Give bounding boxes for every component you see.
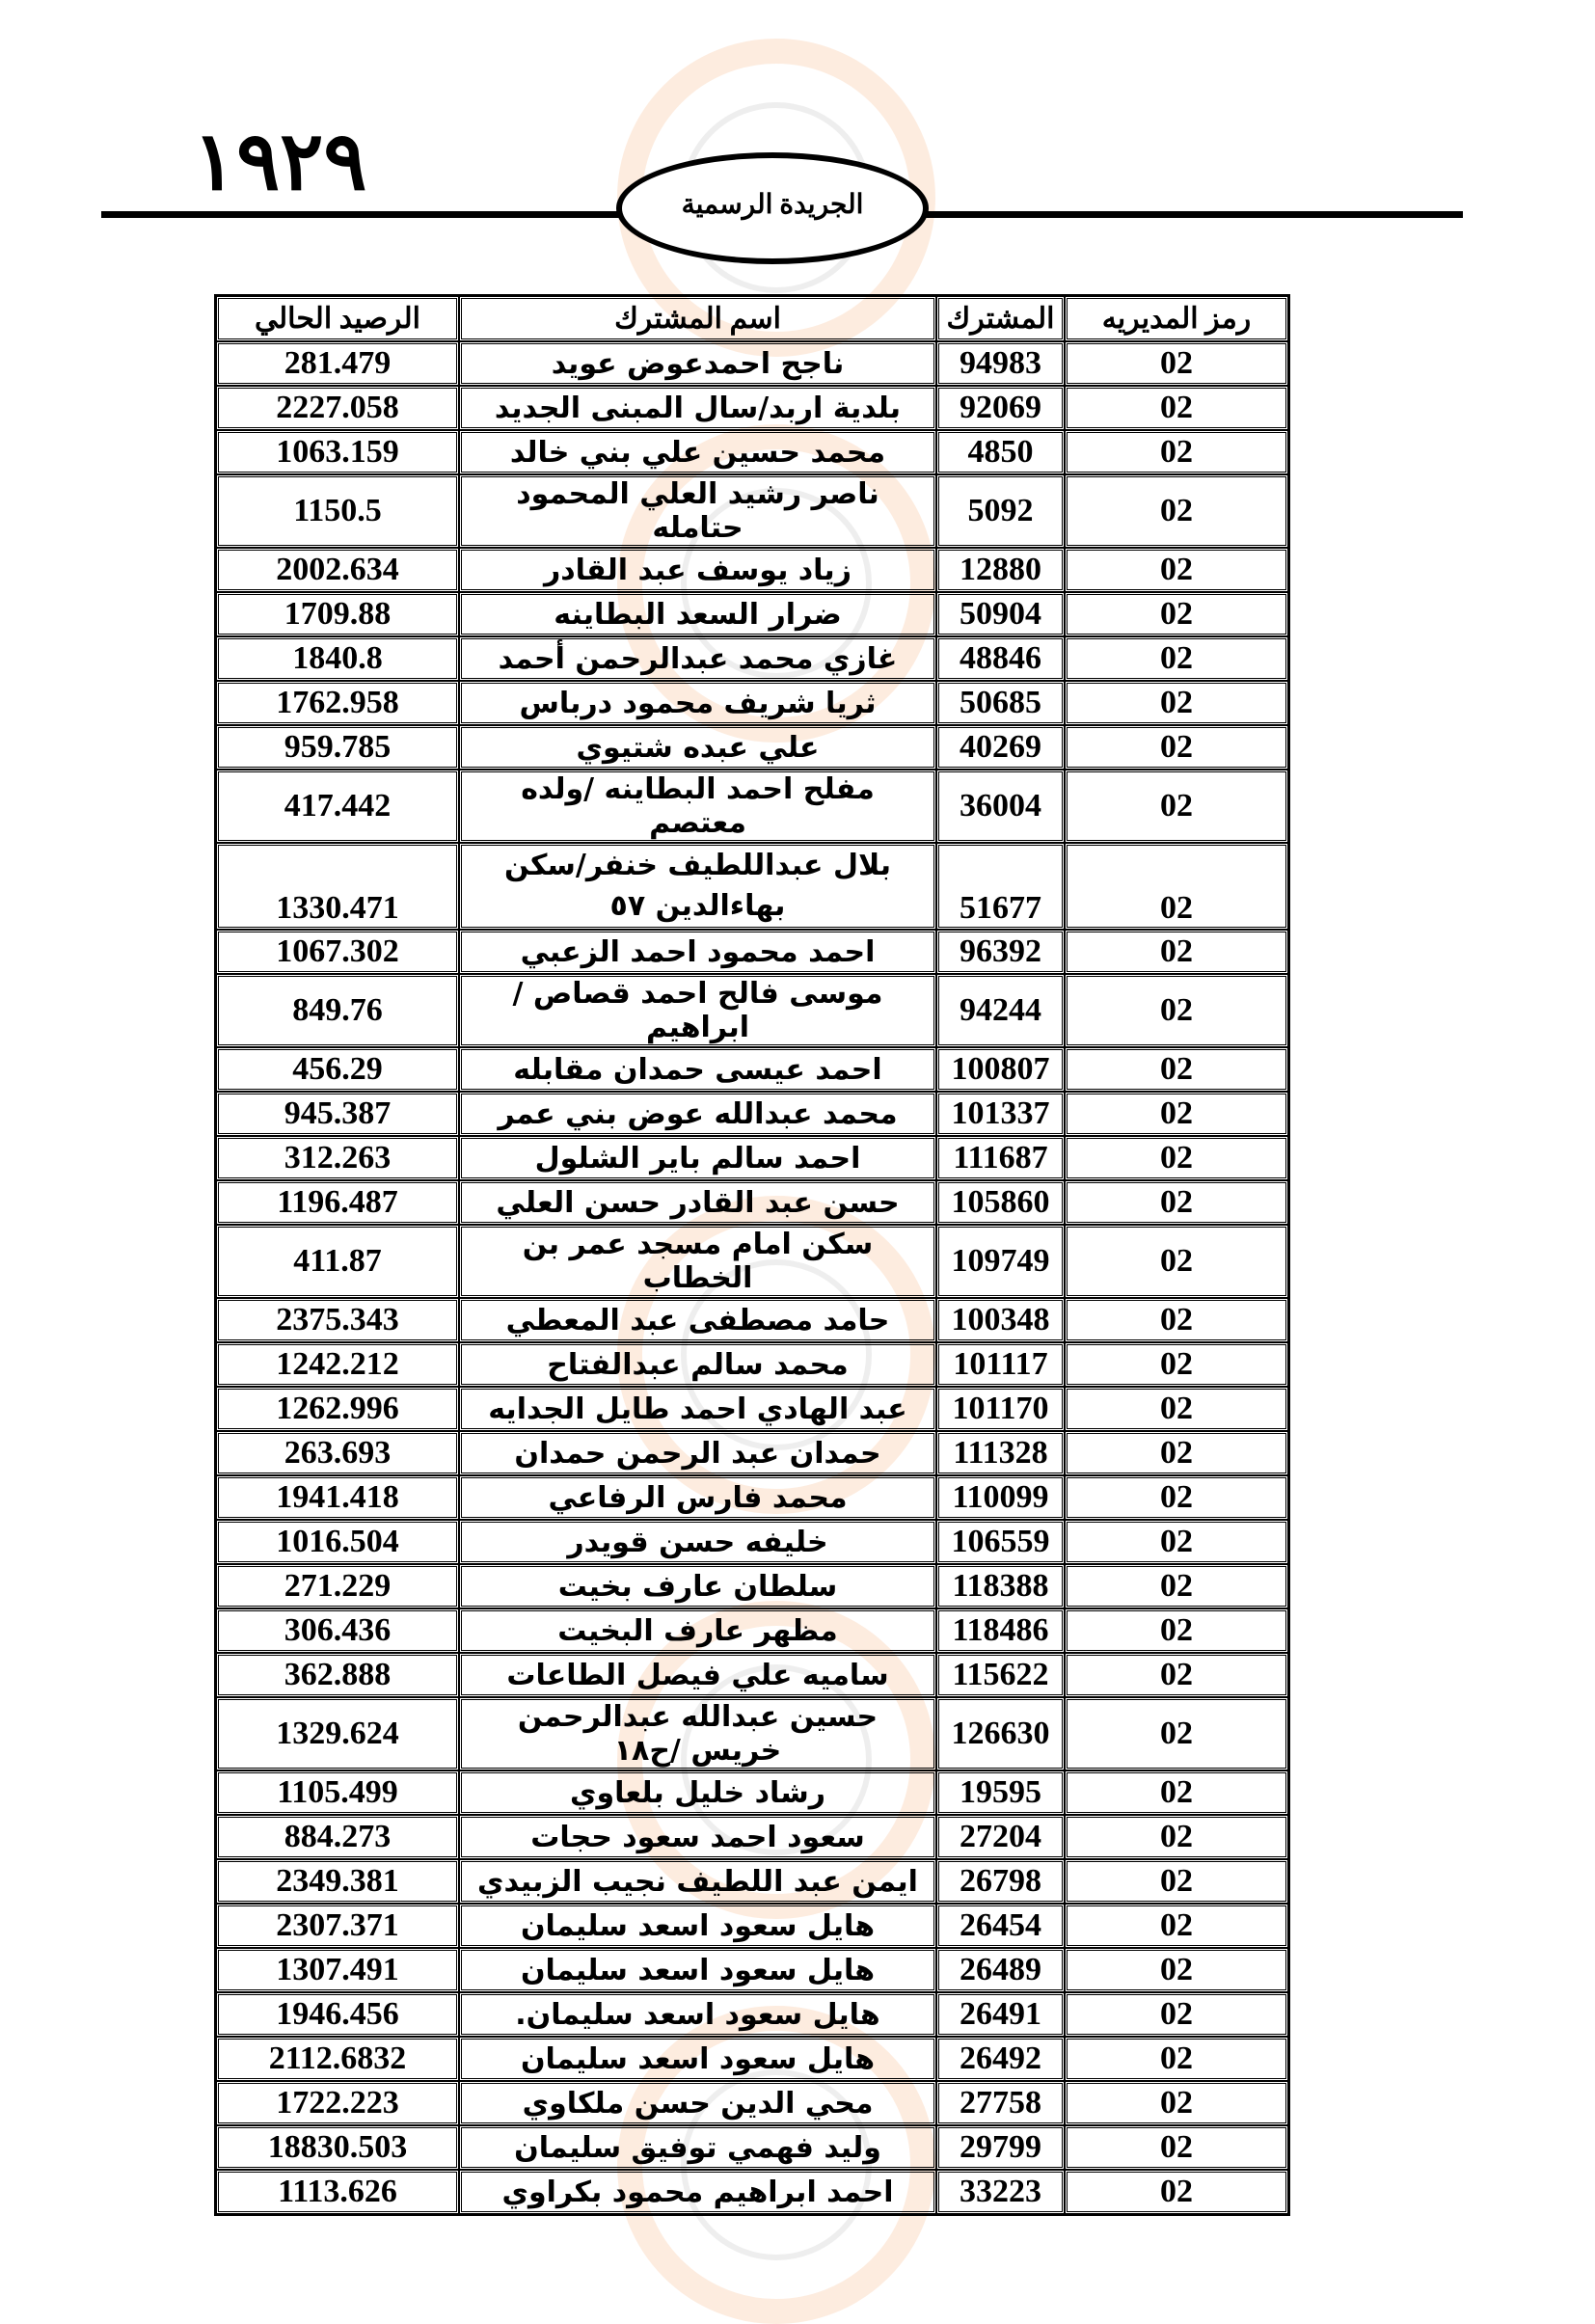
balance-cell: 1709.88 (216, 592, 459, 636)
directorate-code-cell: 02 (1065, 1431, 1288, 1475)
subscriber-number-cell: 5092 (936, 474, 1065, 548)
table-row (216, 636, 1288, 681)
subscriber-number-cell: 94983 (936, 341, 1065, 386)
subscriber-name-cell: موسى فالح احمد قصاص /ابراهيم (459, 974, 936, 1047)
subscriber-name-cell: خليفه حسن قويدر (459, 1520, 936, 1564)
directorate-code-cell: 02 (1065, 2125, 1288, 2170)
subscriber-name-cell: ضرار السعد البطاينه (459, 592, 936, 636)
subscriber-name-cell: ايمن عبد اللطيف نجيب الزبيدي (459, 1859, 936, 1904)
balance-cell: 959.785 (216, 725, 459, 770)
balance-cell: 1722.223 (216, 2081, 459, 2125)
publication-title-ellipse (616, 152, 929, 264)
subscriber-name-cell: مفلح احمد البطاينه /ولده معتصم (459, 770, 936, 843)
directorate-code-cell: 02 (1065, 2081, 1288, 2125)
subscriber-number-cell: 111687 (936, 1136, 1065, 1180)
subscriber-number-cell: 26454 (936, 1904, 1065, 1948)
balance-cell: 1840.8 (216, 636, 459, 681)
table-row (216, 681, 1288, 725)
subscriber-name-cell: حسين عبدالله عبدالرحمن خريس /ح١٨ (459, 1697, 936, 1770)
subscriber-number-cell: 51677 (936, 843, 1065, 930)
subscriber-name-cell: ناجح احمدعوض عويد (459, 341, 936, 386)
balance-cell: 456.29 (216, 1047, 459, 1092)
table-row (216, 1047, 1288, 1092)
subscriber-number-cell: 26492 (936, 2037, 1065, 2081)
directorate-code-cell: 02 (1065, 592, 1288, 636)
balance-cell: 1113.626 (216, 2170, 459, 2214)
subscriber-number-cell: 4850 (936, 430, 1065, 474)
directorate-code-cell: 02 (1065, 1092, 1288, 1136)
table-row (216, 1697, 1288, 1770)
directorate-code-cell: 02 (1065, 1475, 1288, 1520)
table-row (216, 1770, 1288, 1815)
subscriber-name-cell: احمد عيسى حمدان مقابله (459, 1047, 936, 1092)
directorate-code-cell: 02 (1065, 1653, 1288, 1697)
balance-cell: 263.693 (216, 1431, 459, 1475)
table-row (216, 843, 1288, 930)
directorate-code-cell: 02 (1065, 1387, 1288, 1431)
table-row (216, 725, 1288, 770)
column-header-directorate-code: رمز المديريه (1065, 296, 1288, 341)
table-row (216, 430, 1288, 474)
balance-cell: 1242.212 (216, 1342, 459, 1387)
subscriber-name-cell: هايل سعود اسعد سليمان. (459, 1992, 936, 2037)
subscriber-name-cell: حمدان عبد الرحمن حمدان (459, 1431, 936, 1475)
table-row (216, 1992, 1288, 2037)
column-header-subscriber: المشترك (936, 296, 1065, 341)
table-row (216, 1298, 1288, 1342)
balance-cell: 2112.6832 (216, 2037, 459, 2081)
table-row (216, 770, 1288, 843)
directorate-code-cell: 02 (1065, 1770, 1288, 1815)
subscriber-number-cell: 50685 (936, 681, 1065, 725)
balance-cell: 1150.5 (216, 474, 459, 548)
table-row (216, 2081, 1288, 2125)
balance-cell: 1946.456 (216, 1992, 459, 2037)
table-row (216, 1948, 1288, 1992)
subscriber-number-cell: 92069 (936, 386, 1065, 430)
balance-cell: 2307.371 (216, 1904, 459, 1948)
directorate-code-cell: 02 (1065, 430, 1288, 474)
balance-cell: 2349.381 (216, 1859, 459, 1904)
balance-cell: 2375.343 (216, 1298, 459, 1342)
directorate-code-cell: 02 (1065, 1608, 1288, 1653)
subscriber-name-cell: سكن امام مسجد عمر بن الخطاب (459, 1225, 936, 1298)
subscriber-name-cell: ساميه علي فيصل الطاعات (459, 1653, 936, 1697)
subscriber-number-cell: 26491 (936, 1992, 1065, 2037)
directorate-code-cell: 02 (1065, 2170, 1288, 2214)
subscriber-number-cell: 29799 (936, 2125, 1065, 2170)
subscriber-number-cell: 105860 (936, 1180, 1065, 1225)
directorate-code-cell: 02 (1065, 1298, 1288, 1342)
column-header-subscriber-name: اسم المشترك (459, 296, 936, 341)
page-number: ١٩٢٩ (193, 118, 367, 207)
balance-cell: 1063.159 (216, 430, 459, 474)
table-row (216, 1904, 1288, 1948)
balance-cell: 271.229 (216, 1564, 459, 1608)
subscriber-name-cell: احمد ابراهيم محمود بكراوي (459, 2170, 936, 2214)
directorate-code-cell: 02 (1065, 636, 1288, 681)
subscriber-name-cell: حامد مصطفى عبد المعطي (459, 1298, 936, 1342)
subscriber-name-cell: غازي محمد عبدالرحمن أحمد (459, 636, 936, 681)
publication-title: الجريدة الرسمية (681, 190, 864, 220)
balance-cell: 281.479 (216, 341, 459, 386)
balance-cell: 1330.471 (216, 843, 459, 930)
subscriber-name-cell: عبد الهادي احمد طايل الجدايه (459, 1387, 936, 1431)
directorate-code-cell: 02 (1065, 1047, 1288, 1092)
table-body (216, 341, 1288, 2214)
balance-cell: 417.442 (216, 770, 459, 843)
subscriber-number-cell: 101117 (936, 1342, 1065, 1387)
subscriber-name-cell: بلدية اربد/سال المبنى الجديد (459, 386, 936, 430)
subscriber-number-cell: 50904 (936, 592, 1065, 636)
subscriber-number-cell: 111328 (936, 1431, 1065, 1475)
subscriber-name-cell: محمد فارس الرفاعي (459, 1475, 936, 1520)
directorate-code-cell: 02 (1065, 1815, 1288, 1859)
subscriber-number-cell: 100807 (936, 1047, 1065, 1092)
subscriber-name-cell: علي عبده شتيوي (459, 725, 936, 770)
subscriber-number-cell: 118486 (936, 1608, 1065, 1653)
directorate-code-cell: 02 (1065, 843, 1288, 930)
subscriber-name-cell: ناصر رشيد العلي المحمود حتامله (459, 474, 936, 548)
directorate-code-cell: 02 (1065, 1948, 1288, 1992)
directorate-code-cell: 02 (1065, 474, 1288, 548)
balance-cell: 1016.504 (216, 1520, 459, 1564)
directorate-code-cell: 02 (1065, 1136, 1288, 1180)
directorate-code-cell: 02 (1065, 681, 1288, 725)
table-row (216, 1520, 1288, 1564)
subscriber-name-cell: محي الدين حسن ملكاوي (459, 2081, 936, 2125)
subscriber-number-cell: 33223 (936, 2170, 1065, 2214)
table-row (216, 1859, 1288, 1904)
subscriber-number-cell: 27758 (936, 2081, 1065, 2125)
balance-cell: 1307.491 (216, 1948, 459, 1992)
subscribers-table (214, 294, 1290, 2216)
table-row (216, 2037, 1288, 2081)
table-header-row (216, 296, 1288, 341)
subscriber-number-cell: 118388 (936, 1564, 1065, 1608)
subscriber-name-cell: ثريا شريف محمود درباس (459, 681, 936, 725)
table-row (216, 1475, 1288, 1520)
subscriber-number-cell: 106559 (936, 1520, 1065, 1564)
table-row (216, 548, 1288, 592)
table-row (216, 2125, 1288, 2170)
subscriber-name-cell: سلطان عارف بخيت (459, 1564, 936, 1608)
subscriber-name-cell: احمد محمود احمد الزعبي (459, 930, 936, 974)
directorate-code-cell: 02 (1065, 386, 1288, 430)
directorate-code-cell: 02 (1065, 1564, 1288, 1608)
table-row (216, 386, 1288, 430)
table-row (216, 1136, 1288, 1180)
subscriber-number-cell: 26798 (936, 1859, 1065, 1904)
subscriber-name-cell: سعود احمد سعود حجات (459, 1815, 936, 1859)
table-row (216, 592, 1288, 636)
table-row (216, 1342, 1288, 1387)
directorate-code-cell: 02 (1065, 1859, 1288, 1904)
subscriber-name-cell: وليد فهمي توفيق سليمان (459, 2125, 936, 2170)
table-row (216, 341, 1288, 386)
balance-cell: 1941.418 (216, 1475, 459, 1520)
table-row (216, 1564, 1288, 1608)
subscriber-number-cell: 27204 (936, 1815, 1065, 1859)
subscriber-name-cell: احمد سالم باير الشلول (459, 1136, 936, 1180)
subscriber-number-cell: 126630 (936, 1697, 1065, 1770)
balance-cell: 2002.634 (216, 548, 459, 592)
balance-cell: 945.387 (216, 1092, 459, 1136)
balance-cell: 1329.624 (216, 1697, 459, 1770)
balance-cell: 312.263 (216, 1136, 459, 1180)
table-row (216, 1608, 1288, 1653)
directorate-code-cell: 02 (1065, 2037, 1288, 2081)
subscriber-number-cell: 101337 (936, 1092, 1065, 1136)
balance-cell: 2227.058 (216, 386, 459, 430)
subscriber-name-cell: هايل سعود اسعد سليمان (459, 1948, 936, 1992)
balance-cell: 884.273 (216, 1815, 459, 1859)
table-row (216, 1431, 1288, 1475)
directorate-code-cell: 02 (1065, 548, 1288, 592)
subscriber-number-cell: 96392 (936, 930, 1065, 974)
subscriber-number-cell: 100348 (936, 1298, 1065, 1342)
balance-cell: 1067.302 (216, 930, 459, 974)
subscriber-number-cell: 48846 (936, 636, 1065, 681)
subscriber-number-cell: 12880 (936, 548, 1065, 592)
subscriber-name-cell: محمد عبدالله عوض بني عمر (459, 1092, 936, 1136)
balance-cell: 1196.487 (216, 1180, 459, 1225)
subscriber-number-cell: 36004 (936, 770, 1065, 843)
balance-cell: 1105.499 (216, 1770, 459, 1815)
table-row (216, 474, 1288, 548)
table-row (216, 1180, 1288, 1225)
column-header-current-balance: الرصيد الحالي (216, 296, 459, 341)
directorate-code-cell: 02 (1065, 725, 1288, 770)
directorate-code-cell: 02 (1065, 974, 1288, 1047)
directorate-code-cell: 02 (1065, 1180, 1288, 1225)
subscriber-number-cell: 109749 (936, 1225, 1065, 1298)
table-row (216, 1815, 1288, 1859)
subscriber-name-cell: هايل سعود اسعد سليمان (459, 2037, 936, 2081)
directorate-code-cell: 02 (1065, 1342, 1288, 1387)
subscriber-name-cell: هايل سعود اسعد سليمان (459, 1904, 936, 1948)
directorate-code-cell: 02 (1065, 1992, 1288, 2037)
directorate-code-cell: 02 (1065, 1225, 1288, 1298)
subscriber-name-cell: رشاد خليل بلعاوي (459, 1770, 936, 1815)
subscriber-name-cell: زياد يوسف عبد القادر (459, 548, 936, 592)
balance-cell: 411.87 (216, 1225, 459, 1298)
directorate-code-cell: 02 (1065, 1697, 1288, 1770)
directorate-code-cell: 02 (1065, 341, 1288, 386)
table-row (216, 930, 1288, 974)
balance-cell: 362.888 (216, 1653, 459, 1697)
table-row (216, 1387, 1288, 1431)
directorate-code-cell: 02 (1065, 1520, 1288, 1564)
balance-cell: 306.436 (216, 1608, 459, 1653)
table-row (216, 974, 1288, 1047)
subscriber-number-cell: 115622 (936, 1653, 1065, 1697)
directorate-code-cell: 02 (1065, 1904, 1288, 1948)
subscriber-number-cell: 26489 (936, 1948, 1065, 1992)
table-row (216, 2170, 1288, 2214)
subscriber-number-cell: 19595 (936, 1770, 1065, 1815)
subscriber-number-cell: 40269 (936, 725, 1065, 770)
balance-cell: 18830.503 (216, 2125, 459, 2170)
subscriber-name-cell: حسن عبد القادر حسن العلي (459, 1180, 936, 1225)
balance-cell: 1762.958 (216, 681, 459, 725)
subscriber-name-cell: بلال عبداللطيف خنفر/سكن بهاءالدين ٥٧ (459, 843, 936, 930)
subscriber-name-cell: مظهر عارف البخيت (459, 1608, 936, 1653)
table-row (216, 1225, 1288, 1298)
subscriber-name-cell: محمد سالم عبدالفتاح (459, 1342, 936, 1387)
directorate-code-cell: 02 (1065, 770, 1288, 843)
balance-cell: 1262.996 (216, 1387, 459, 1431)
balance-cell: 849.76 (216, 974, 459, 1047)
directorate-code-cell: 02 (1065, 930, 1288, 974)
subscriber-number-cell: 101170 (936, 1387, 1065, 1431)
subscriber-number-cell: 110099 (936, 1475, 1065, 1520)
subscriber-number-cell: 94244 (936, 974, 1065, 1047)
subscriber-name-cell: محمد حسين علي بني خالد (459, 430, 936, 474)
table-row (216, 1653, 1288, 1697)
table-row (216, 1092, 1288, 1136)
